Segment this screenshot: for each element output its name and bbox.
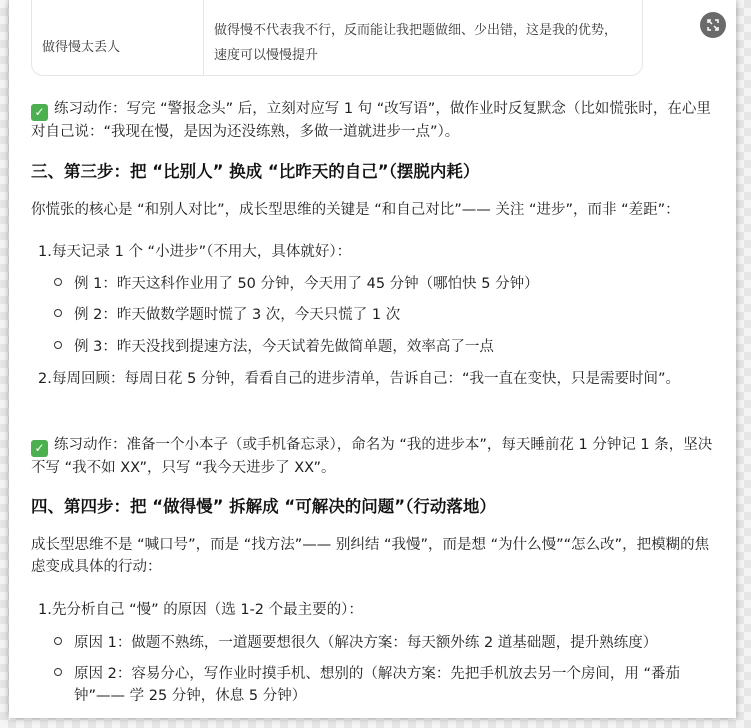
list-item xyxy=(54,663,704,707)
answer-card xyxy=(9,0,736,718)
list-text: 原因 2：容易分心，写作业时摸手机、想别的（解决方案：先把手机放去另一个房间，用 “番茄钟”—— 学 25 分钟，休息 5 分钟） xyxy=(74,666,680,704)
list-text: 例 2：昨天做数学题时慌了 3 次，今天只慌了 1 次 xyxy=(74,307,401,323)
list-item xyxy=(38,368,710,390)
list-item xyxy=(38,241,710,263)
list-item xyxy=(38,599,710,621)
expand-icon xyxy=(706,18,720,32)
list-number: 2. xyxy=(38,371,52,387)
practice-note-1 xyxy=(31,98,717,143)
list-item xyxy=(54,273,704,295)
practice-label: 练习动作： xyxy=(54,101,127,117)
section3-title: 三、第三步：把 “比别人” 换成 “比昨天的自己”（摆脱内耗） xyxy=(31,162,480,181)
list-item xyxy=(54,632,704,654)
practice-label: 练习动作： xyxy=(54,437,127,453)
list-text: 原因 1：做题不熟练，一道题要想很久（解决方案：每天额外练 2 道基础题，提升熟练度） xyxy=(74,635,658,651)
list-text: 先分析自己 “慢” 的原因（选 1-2 个最主要的）： xyxy=(52,602,363,618)
section4-title: 四、第四步：把 “做得慢” 拆解成 “可解决的问题”（行动落地） xyxy=(31,497,496,516)
bullet-icon xyxy=(54,309,62,317)
table-cell-rewrite: 做得慢不代表我不行，反而能让我把题做细、少出错，这是我的优势，速度可以慢慢提升 xyxy=(214,23,618,63)
bullet-icon xyxy=(54,278,62,286)
list-item xyxy=(54,336,704,358)
practice-note-2 xyxy=(31,434,717,479)
list-number: 1. xyxy=(38,244,52,260)
list-number: 1. xyxy=(38,602,52,618)
check-icon: ✓ xyxy=(31,104,48,121)
list-text: 例 1：昨天这科作业用了 50 分钟，今天用了 45 分钟（哪怕快 5 分钟） xyxy=(74,276,539,292)
practice-text: 写完 “警报念头” 后，立刻对应写 1 句 “改写语”，做作业时反复默念（比如慌张时，在心里对自己说：“我现在慢，是因为还没练熟，多做一道就进步一点”）。 xyxy=(31,101,711,140)
section3-intro: 你慌张的核心是 “和别人对比”，成长型思维的关键是 “和自己对比”—— 关注 “进步”，而非 “差距”： xyxy=(31,202,680,218)
list-text: 每天记录 1 个 “小进步”（不用大，具体就好）： xyxy=(52,244,352,260)
bullet-icon xyxy=(54,341,62,349)
list-text: 例 3：昨天没找到提速方法，今天试着先做简单题，效率高了一点 xyxy=(74,339,494,355)
practice-text: 准备一个小本子（或手机备忘录），命名为 “我的进步本”，每天睡前花 1 分钟记 1 条，坚决不写 “我不如 XX”，只写 “我今天进步了 XX”。 xyxy=(31,437,713,476)
list-text: 每周回顾：每周日花 5 分钟，看看自己的进步清单，告诉自己：“我一直在变快，只是需要时间”。 xyxy=(52,371,680,387)
section4-intro: 成长型思维不是 “喊口号”，而是 “找方法”—— 别纠结 “我慢”，而是想 “为什么慢”“怎么改”，把模糊的焦虑变成具体的行动： xyxy=(31,537,710,575)
check-icon: ✓ xyxy=(31,440,48,457)
comparison-table-row xyxy=(31,0,643,76)
bullet-icon xyxy=(54,637,62,645)
bullet-icon xyxy=(54,668,62,676)
list-item xyxy=(54,304,704,326)
table-cell-thought: 做得慢太丢人 xyxy=(32,0,204,75)
expand-button[interactable] xyxy=(700,12,726,38)
